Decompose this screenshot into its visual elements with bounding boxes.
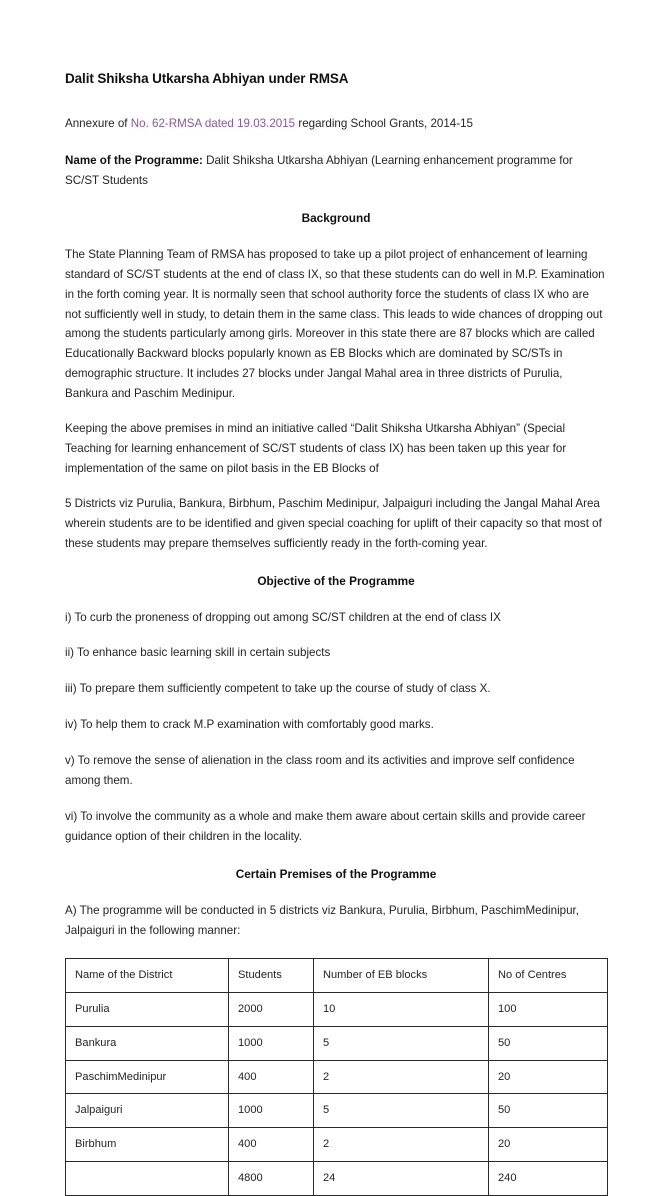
cell-students: 1000 bbox=[229, 1094, 314, 1128]
annexure-suffix: regarding School Grants, 2014-15 bbox=[295, 117, 473, 131]
cell-students: 1000 bbox=[229, 1026, 314, 1060]
cell-district: PaschimMedinipur bbox=[66, 1060, 229, 1094]
cell-centres: 100 bbox=[489, 992, 608, 1026]
cell-centres: 20 bbox=[489, 1060, 608, 1094]
table-row-total bbox=[66, 1162, 608, 1196]
cell-eb-blocks: 10 bbox=[314, 992, 489, 1026]
cell-students: 400 bbox=[229, 1060, 314, 1094]
cell-district: Jalpaiguri bbox=[66, 1094, 229, 1128]
table-header-row bbox=[66, 958, 608, 992]
section-heading-objective: Objective of the Programme bbox=[257, 573, 415, 588]
table-row bbox=[66, 1060, 608, 1094]
document-content bbox=[65, 70, 607, 1196]
cell-district: Birbhum bbox=[66, 1128, 229, 1162]
annexure-link[interactable]: No. 62-RMSA dated 19.03.2015 bbox=[130, 117, 296, 131]
cell-centres-total: 240 bbox=[489, 1162, 608, 1196]
table-row bbox=[66, 1026, 608, 1060]
cell-eb-blocks-total: 24 bbox=[314, 1162, 489, 1196]
annexure-prefix: Annexure of bbox=[65, 117, 131, 131]
programme-name-value: Dalit Shiksha Utkarsha Abhiyan (Learning enhancement programme for SC/ST Students bbox=[65, 154, 573, 188]
background-paragraph-2: Keeping the above premises in mind an initiative called “Dalit Shiksha Utkarsha Abhiyan” (Special Teaching for learning enhancement of SC/ST students of class IX) has been taken up this year for implementation of the same on pilot basis in the EB Blocks of bbox=[65, 422, 567, 476]
cell-students-total: 4800 bbox=[229, 1162, 314, 1196]
table-row bbox=[66, 1128, 608, 1162]
objective-item-4: iv) To help them to crack M.P examination with comfortably good marks. bbox=[65, 718, 434, 732]
page-title: Dalit Shiksha Utkarsha Abhiyan under RMSA bbox=[65, 71, 349, 86]
district-table bbox=[65, 958, 608, 1196]
background-paragraph-3: 5 Districts viz Purulia, Bankura, Birbhum, Paschim Medinipur, Jalpaiguri including the Jangal Mahal Area wherein students are to be identified and given special coaching for uplift of their capacity so that most of these students may prepare themselves sufficiently ready in the forth-coming year. bbox=[65, 497, 602, 550]
cell-eb-blocks: 2 bbox=[314, 1060, 489, 1094]
cell-district bbox=[66, 1162, 229, 1196]
objective-item-1: i) To curb the proneness of dropping out among SC/ST children at the end of class IX bbox=[65, 610, 501, 624]
section-heading-premises: Certain Premises of the Programme bbox=[235, 867, 437, 882]
table-row bbox=[66, 992, 608, 1026]
cell-eb-blocks: 5 bbox=[314, 1026, 489, 1060]
cell-district: Purulia bbox=[66, 992, 229, 1026]
objective-item-6: vi) To involve the community as a whole and make them aware about certain skills and provide career guidance option of their children in the locality. bbox=[65, 810, 586, 844]
table-header-students: Students bbox=[229, 958, 314, 992]
cell-eb-blocks: 5 bbox=[314, 1094, 489, 1128]
programme-name-label: Name of the Programme: bbox=[65, 154, 203, 168]
programme-name-line bbox=[65, 151, 607, 191]
cell-eb-blocks: 2 bbox=[314, 1128, 489, 1162]
section-heading-background: Background bbox=[301, 211, 371, 226]
cell-centres: 50 bbox=[489, 1026, 608, 1060]
table-header-centres: No of Centres bbox=[489, 958, 608, 992]
background-paragraph-1: The State Planning Team of RMSA has proposed to take up a pilot project of enhancement of learning standard of SC/ST students at the end of class IX, so that these students can do well in M.P. Examination in the forth coming year. It is normally seen that school authority force the students of class IX who are not sufficiently well in study, to detain them in the same class. This leads to wide chances of dropping out among the students particularly among girls. Moreover in this state there are 87 blocks which are called Educationally Backward blocks popularly known as EB Blocks which are dominated by SC/STs in demographic structure. It includes 27 blocks under Jangal Mahal area in three districts of Purulia, Bankura and Paschim Medinipur. bbox=[65, 247, 605, 401]
objective-item-5: v) To remove the sense of alienation in the class room and its activities and improve self confidence among them. bbox=[65, 754, 575, 788]
annexure-line bbox=[65, 114, 607, 134]
cell-centres: 20 bbox=[489, 1128, 608, 1162]
table-header-eb-blocks: Number of EB blocks bbox=[314, 958, 489, 992]
objective-item-2: ii) To enhance basic learning skill in certain subjects bbox=[65, 646, 331, 660]
cell-centres: 50 bbox=[489, 1094, 608, 1128]
cell-district: Bankura bbox=[66, 1026, 229, 1060]
cell-students: 400 bbox=[229, 1128, 314, 1162]
premises-intro: A) The programme will be conducted in 5 districts viz Bankura, Purulia, Birbhum, PaschimMedinipur, Jalpaiguri in the following manner: bbox=[65, 903, 579, 937]
table-row bbox=[66, 1094, 608, 1128]
cell-students: 2000 bbox=[229, 992, 314, 1026]
objective-item-3: iii) To prepare them sufficiently competent to take up the course of study of class X. bbox=[65, 682, 491, 696]
table-header-district: Name of the District bbox=[66, 958, 229, 992]
